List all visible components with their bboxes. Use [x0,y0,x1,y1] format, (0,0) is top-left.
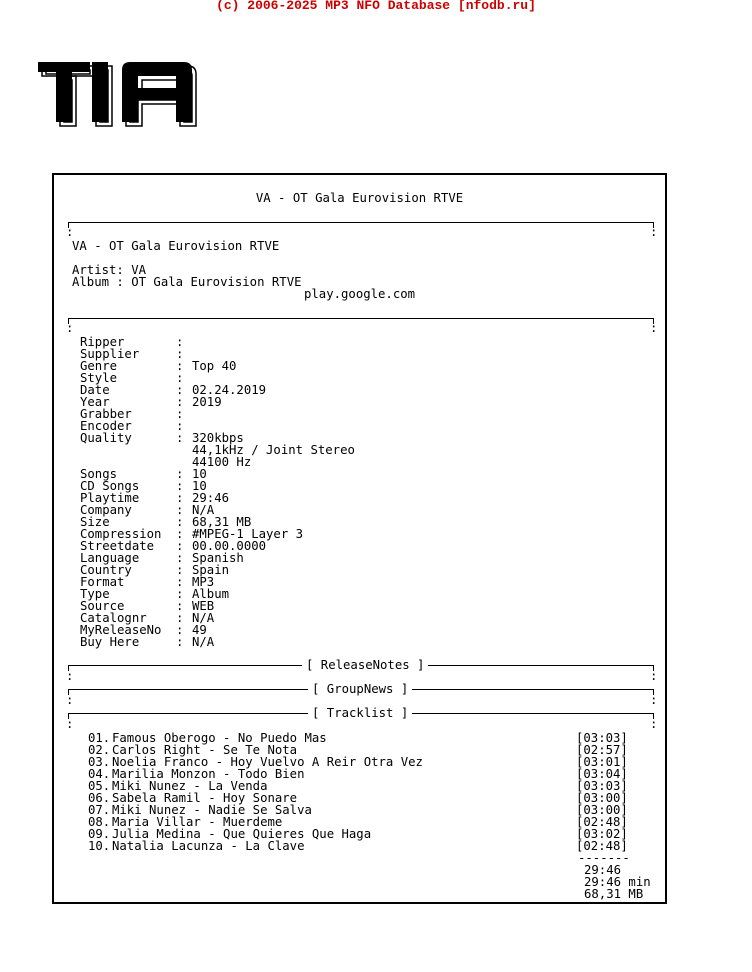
tia-logo [38,58,198,132]
info-value: 44100 Hz [192,455,252,469]
track-title: Marilia Monzon - Todo Bien [112,767,305,781]
info-key: Format [80,575,125,589]
info-key: Encoder [80,419,132,433]
track-number: 06. [88,791,111,805]
track-number: 04. [88,767,111,781]
info-key: CD Songs [80,479,140,493]
group-news-header: [ GroupNews ] [308,683,412,695]
intro-heading: VA - OT Gala Eurovision RTVE [72,239,280,253]
info-value: 00.00.0000 [192,539,267,553]
track-title: Julia Medina - Que Quieres Que Haga [112,827,372,841]
totals-divider: ------- [578,851,630,865]
info-key: Size [80,515,110,529]
section-rule [68,222,654,223]
artist-line: Artist: VA [72,263,147,277]
track-title: Carlos Right - Se Te Nota [112,743,298,757]
track-number: 09. [88,827,111,841]
info-key: Type [80,587,110,601]
info-key: MyReleaseNo [80,623,162,637]
track-title: Miki Nunez - La Venda [112,779,268,793]
info-value: Spanish [192,551,244,565]
info-key: Compression [80,527,162,541]
site-header: (c) 2006-2025 MP3 NFO Database [nfodb.ru] [216,0,536,13]
info-value: 320kbps [192,431,244,445]
total-size: 68,31 MB [584,887,644,901]
info-key: Style [80,371,118,385]
total-minutes: 29:46 min [584,875,651,889]
info-key: Ripper [80,335,125,349]
info-key: Supplier [80,347,140,361]
info-value: 10 [192,479,207,493]
track-duration: [03:00] [576,791,628,805]
track-duration: [03:03] [576,731,628,745]
info-value: 44,1kHz / Joint Stereo [192,443,355,457]
info-value: 2019 [192,395,222,409]
info-key: Date [80,383,110,397]
track-duration: [03:01] [576,755,628,769]
info-key: Buy Here [80,635,140,649]
info-key: Quality [80,431,132,445]
info-key: Grabber [80,407,132,421]
info-key: Company [80,503,132,517]
info-key: Country [80,563,132,577]
info-value: Spain [192,563,230,577]
track-duration: [02:48] [576,839,628,853]
info-key: Language [80,551,140,565]
info-value: 68,31 MB [192,515,252,529]
info-value: Top 40 [192,359,237,373]
track-number: 01. [88,731,111,745]
track-number: 02. [88,743,111,757]
track-number: 05. [88,779,111,793]
track-title: Miki Nunez - Nadie Se Salva [112,803,312,817]
info-key: Catalognr [80,611,147,625]
info-key: Genre [80,359,118,373]
track-number: 07. [88,803,111,817]
info-value: #MPEG-1 Layer 3 [192,527,304,541]
info-key: Streetdate [80,539,155,553]
info-value: N/A [192,503,215,517]
info-value: Album [192,587,230,601]
track-duration: [03:00] [576,803,628,817]
track-title: Sabela Ramil - Hoy Sonare [112,791,298,805]
track-title: Famous Oberogo - No Puedo Mas [112,731,327,745]
track-duration: [02:48] [576,815,628,829]
tracklist-header: [ Tracklist ] [308,707,412,719]
track-title: Maria Villar - Muerdeme [112,815,283,829]
track-duration: [02:57] [576,743,628,757]
album-line: Album : OT Gala Eurovision RTVE [72,275,302,289]
section-rule [68,318,654,319]
info-value: MP3 [192,575,215,589]
total-time: 29:46 [584,863,622,877]
info-value: 10 [192,467,207,481]
track-duration: [03:02] [576,827,628,841]
track-title: Noelia Franco - Hoy Vuelvo A Reir Otra Vez [112,755,423,769]
info-value: N/A [192,611,215,625]
info-value: WEB [192,599,215,613]
info-key: Playtime [80,491,140,505]
track-number: 08. [88,815,111,829]
info-value: 02.24.2019 [192,383,267,397]
track-title: Natalia Lacunza - La Clave [112,839,305,853]
source-url: play.google.com [304,287,416,301]
info-key: Songs [80,467,118,481]
track-number: 03. [88,755,111,769]
info-value: 29:46 [192,491,230,505]
info-key: Source [80,599,125,613]
nfo-title: VA - OT Gala Eurovision RTVE [255,191,464,205]
track-number: 10. [88,839,111,853]
track-duration: [03:03] [576,779,628,793]
info-key: Year [80,395,110,409]
release-notes-header: [ ReleaseNotes ] [302,659,428,671]
info-value: 49 [192,623,207,637]
track-duration: [03:04] [576,767,628,781]
info-value: N/A [192,635,215,649]
